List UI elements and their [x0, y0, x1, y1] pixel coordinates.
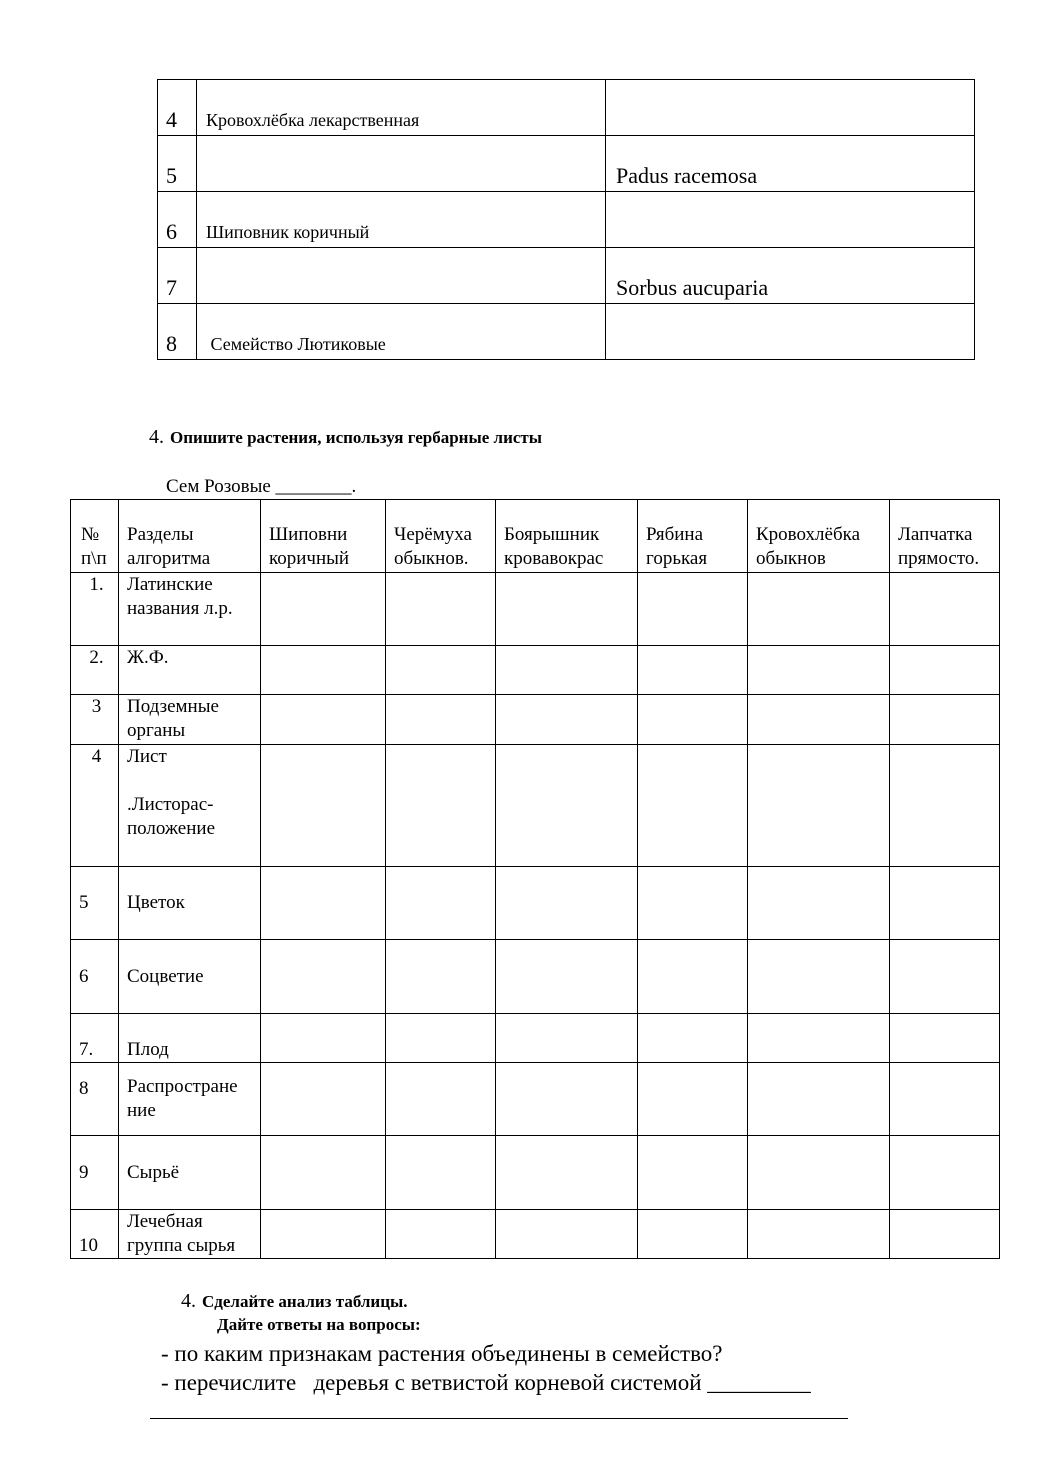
empty-cell — [261, 745, 386, 867]
empty-cell — [890, 573, 1000, 646]
empty-cell — [386, 646, 496, 695]
table-row — [158, 304, 975, 360]
row-section: Соцветие — [119, 940, 261, 1014]
empty-cell — [261, 695, 386, 745]
russian-name-cell — [197, 136, 606, 192]
empty-cell — [890, 1014, 1000, 1063]
empty-cell — [261, 646, 386, 695]
empty-cell — [386, 1063, 496, 1136]
row-number: 4 — [71, 745, 119, 867]
row-number: 7. — [71, 1014, 119, 1063]
empty-cell — [638, 1210, 748, 1259]
empty-cell — [386, 695, 496, 745]
empty-cell — [261, 573, 386, 646]
table-row — [71, 1063, 1000, 1136]
row-section: Сырьё — [119, 1136, 261, 1210]
column-header: Рябина горькая — [638, 500, 748, 573]
empty-cell — [386, 1136, 496, 1210]
table-row — [71, 695, 1000, 745]
empty-cell — [890, 867, 1000, 940]
empty-cell — [638, 867, 748, 940]
table-row — [71, 573, 1000, 646]
latin-name-cell — [606, 80, 975, 136]
row-number: 8 — [158, 304, 197, 360]
question-line: - по каким признакам растения объединены в семейство? — [161, 1341, 723, 1366]
empty-cell — [386, 745, 496, 867]
column-header: Разделы алгоритма — [119, 500, 261, 573]
empty-cell — [890, 1136, 1000, 1210]
empty-cell — [496, 646, 638, 695]
empty-cell — [748, 1210, 890, 1259]
empty-cell — [386, 867, 496, 940]
empty-cell — [638, 1136, 748, 1210]
empty-cell — [638, 695, 748, 745]
row-number: 7 — [158, 248, 197, 304]
russian-name-cell: Семейство Лютиковые — [197, 304, 606, 360]
row-number: 8 — [71, 1063, 119, 1136]
empty-cell — [261, 1014, 386, 1063]
empty-cell — [496, 695, 638, 745]
table-row — [71, 745, 1000, 867]
russian-name-cell: Кровохлёбка лекарственная — [197, 80, 606, 136]
column-header: Боярышник кровавокрас — [496, 500, 638, 573]
row-number: 6 — [71, 940, 119, 1014]
empty-cell — [638, 1014, 748, 1063]
row-number: 10 — [71, 1210, 119, 1259]
answer-rule — [150, 1418, 848, 1419]
header-row — [71, 500, 1000, 573]
empty-cell — [890, 1063, 1000, 1136]
empty-cell — [890, 940, 1000, 1014]
section-heading-analysis — [181, 1290, 408, 1313]
table-row — [71, 1014, 1000, 1063]
row-number: 1. — [71, 573, 119, 646]
empty-cell — [748, 646, 890, 695]
empty-cell — [890, 695, 1000, 745]
russian-name-cell — [197, 248, 606, 304]
empty-cell — [748, 573, 890, 646]
column-header: № п\п — [71, 500, 119, 573]
empty-cell — [748, 1063, 890, 1136]
empty-cell — [261, 1063, 386, 1136]
column-header: Шиповни коричный — [261, 500, 386, 573]
latin-name-cell — [606, 304, 975, 360]
table-row — [158, 136, 975, 192]
table-row — [71, 940, 1000, 1014]
section-title: Сделайте анализ таблицы. — [202, 1292, 408, 1311]
empty-cell — [748, 1014, 890, 1063]
empty-cell — [386, 573, 496, 646]
row-number: 5 — [158, 136, 197, 192]
table-row — [71, 1210, 1000, 1259]
empty-cell — [638, 940, 748, 1014]
table-row — [71, 646, 1000, 695]
row-number: 9 — [71, 1136, 119, 1210]
empty-cell — [638, 745, 748, 867]
species-table — [157, 79, 975, 360]
row-section: Ж.Ф. — [119, 646, 261, 695]
empty-cell — [496, 1063, 638, 1136]
empty-cell — [748, 695, 890, 745]
section-number: 4. — [181, 1290, 196, 1312]
row-section-sublabel: .Листорас-положение — [127, 794, 216, 839]
questions-block — [161, 1339, 811, 1397]
empty-cell — [496, 1014, 638, 1063]
latin-name-cell: Padus racemosa — [606, 136, 975, 192]
question-line: - перечислите деревья с ветвистой корневой системой _________ — [161, 1370, 811, 1395]
description-table — [70, 499, 1000, 1259]
section-number: 4. — [149, 426, 164, 448]
empty-cell — [638, 1063, 748, 1136]
row-section: Подземные органы — [119, 695, 261, 745]
row-section: Распростране ние — [119, 1063, 261, 1136]
table-row — [158, 192, 975, 248]
empty-cell — [496, 940, 638, 1014]
section-title: Опишите растения, используя гербарные листы — [170, 428, 543, 447]
empty-cell — [638, 646, 748, 695]
table-row — [158, 248, 975, 304]
table-row — [71, 1136, 1000, 1210]
empty-cell — [890, 745, 1000, 867]
column-header: Черёмуха обыкнов. — [386, 500, 496, 573]
latin-name-cell: Sorbus aucuparia — [606, 248, 975, 304]
empty-cell — [386, 1210, 496, 1259]
empty-cell — [890, 646, 1000, 695]
empty-cell — [496, 867, 638, 940]
empty-cell — [261, 1210, 386, 1259]
russian-name-cell: Шиповник коричный — [197, 192, 606, 248]
row-number: 2. — [71, 646, 119, 695]
empty-cell — [890, 1210, 1000, 1259]
column-header: Лапчатка прямосто. — [890, 500, 1000, 573]
empty-cell — [496, 1136, 638, 1210]
empty-cell — [496, 1210, 638, 1259]
row-number: 6 — [158, 192, 197, 248]
empty-cell — [748, 1136, 890, 1210]
table-row — [158, 80, 975, 136]
empty-cell — [748, 940, 890, 1014]
section-heading-describe — [149, 426, 542, 449]
empty-cell — [261, 867, 386, 940]
row-section-label: Лист — [127, 746, 167, 767]
latin-name-cell — [606, 192, 975, 248]
row-section: Цветок — [119, 867, 261, 940]
empty-cell — [496, 573, 638, 646]
empty-cell — [496, 745, 638, 867]
empty-cell — [386, 940, 496, 1014]
empty-cell — [386, 1014, 496, 1063]
section-subtitle: Дайте ответы на вопросы: — [217, 1315, 421, 1334]
row-number: 4 — [158, 80, 197, 136]
empty-cell — [261, 1136, 386, 1210]
row-section — [119, 745, 261, 867]
family-line: Сем Розовые ________. — [166, 476, 357, 497]
row-section: Лечебная группа сырья — [119, 1210, 261, 1259]
empty-cell — [638, 573, 748, 646]
row-number: 5 — [71, 867, 119, 940]
column-header: Кровохлёбка обыкнов — [748, 500, 890, 573]
row-number: 3 — [71, 695, 119, 745]
table-row — [71, 867, 1000, 940]
empty-cell — [748, 867, 890, 940]
row-section: Плод — [119, 1014, 261, 1063]
empty-cell — [748, 745, 890, 867]
row-section: Латинские названия л.р. — [119, 573, 261, 646]
empty-cell — [261, 940, 386, 1014]
